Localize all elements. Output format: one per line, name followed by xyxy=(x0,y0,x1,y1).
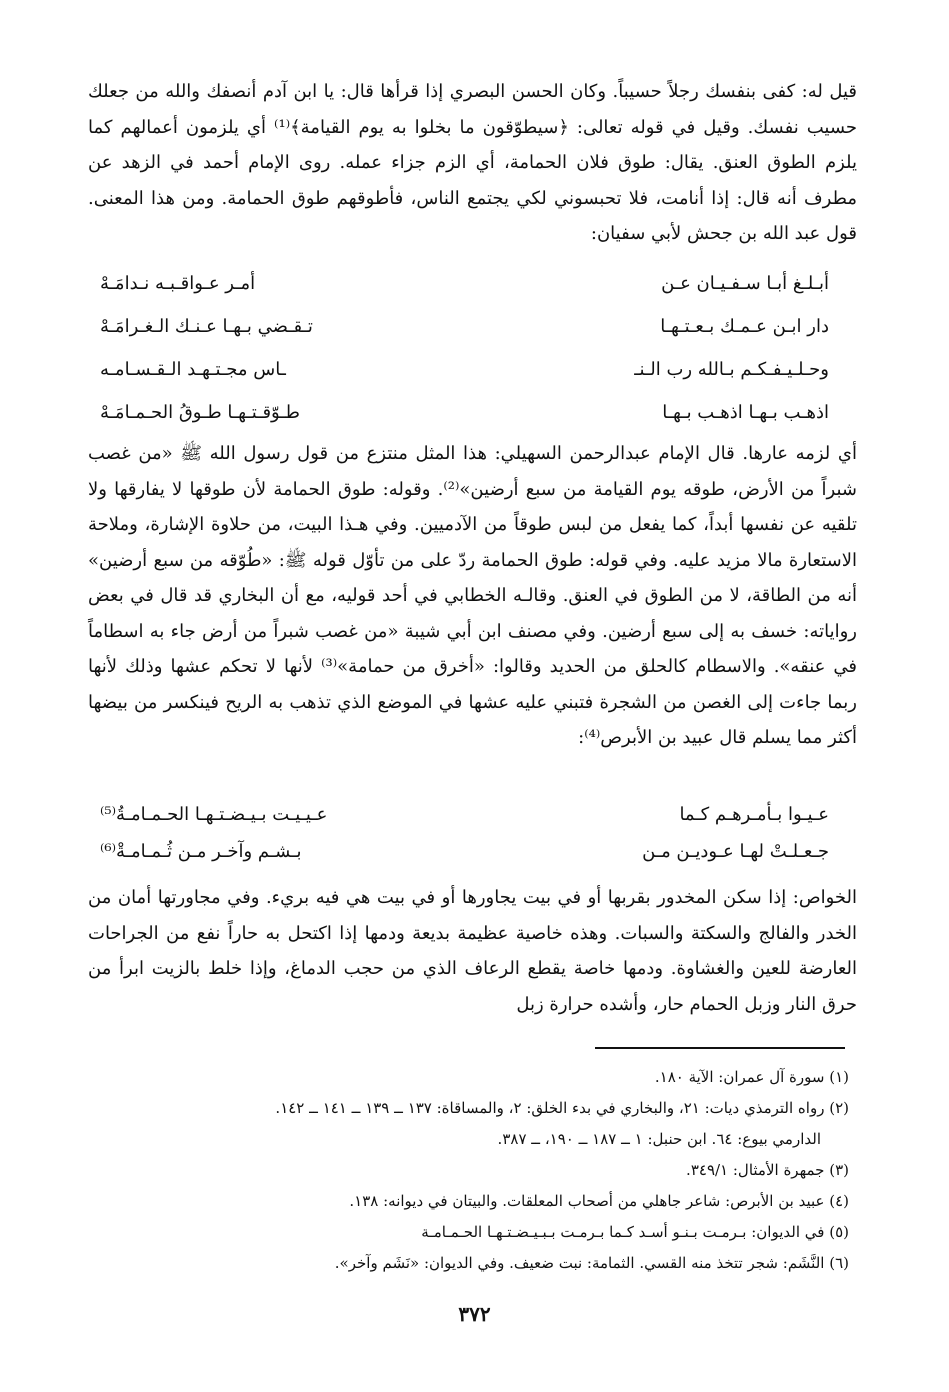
footnote: (٥) في الديوان: بـرمـت بـنـو أسـد كـما بـرمـت بـبـيـضـتـهـا الحـمـامـة xyxy=(421,1223,849,1241)
verse-line xyxy=(100,833,829,870)
poem-verse-2 xyxy=(100,796,829,870)
paragraph-text: أي لزمه عارها. قال الإمام عبدالرحمن السهيلي: هذا المثل منتزع من قول رسول الله ﷺ «من غصب شبراً من الأرض، طوقه يوم القيامة من سبع أرضين»⁽²⁾. وقوله: طوق الحمامة لأن طوقها لا يفارقها ولا تلقيه عن نفسها أبداً، كما يفعل من لبس طوقاً من الآدميين. وفي هـذا البيت، من حلاوة الإشارة، وملاحة الاستعارة مالا مزيد عليه. وفي قوله: طوق الحمامة ردّ على من تأوّل قوله ﷺ: «طُوّقه من سبع أرضين» أنه من الطاقة، لا من الطوق في العنق. وقالـه الخطابي في أحد قوليه، مع أن البخاري قد قال في بعض رواياته: خسف به إلى سبع أرضين. وفي مصنف ابن أبي شيبة «من غصب شبراً من أرض جاء به اسطاماً في عنقه». والاسطام كالحلق من الحديد وقالوا: «أخرق من حمامة»⁽³⁾ لأنها لا تحكم عشها وذلك لأنها ربما جاءت إلى الغصن من الشجرة فتبني عليه عشها في الموضع الذي تذهب به الريح فينكسر من بيضها أكثر مما يسلم قال عبيد بن الأبرص⁽⁴⁾: xyxy=(88,443,858,748)
footnote: (٢) رواه الترمذي ديات: ٢١، والبخاري في بدء الخلق: ٢، والمساقاة: ١٣٧ ــ ١٣٩ ــ ١٤١ ــ ١٤٢. xyxy=(275,1099,849,1117)
verse-hemistich-second: تـقـضي بـهـا عـنـك الـغـرامَـهْ xyxy=(100,316,313,337)
verse-hemistich-second: بـشـم وآخـر مـن ثُـمـامـةْ⁽⁶⁾ xyxy=(100,841,302,862)
verse-line xyxy=(100,348,829,391)
body-paragraph-2 xyxy=(88,436,857,756)
verse-hemistich-first: أبـلـغ أبـا سـفـيـان عـن xyxy=(661,273,829,294)
verse-line xyxy=(100,796,829,833)
footnote: (٣) جمهرة الأمثال: ٣٤٩/١. xyxy=(686,1161,849,1179)
verse-hemistich-second: عـيـيـت بـيـضـتـهـا الحـمـامـةُ⁽⁵⁾ xyxy=(100,804,328,825)
footnote-divider xyxy=(595,1047,845,1049)
verse-hemistich-second: طـوّقـتـهـا طـوقُ الحـمـامَـهْ xyxy=(100,402,300,423)
paragraph-text: قيل له: كفى بنفسك رجلاً حسيباً. وكان الحسن البصري إذا قرأها قال: يا ابن آدم أنصفك والله من جعلك حسيب نفسك. وقيل في قوله تعالى: ﴿سيطوّقون ما بخلوا به يوم القيامة﴾⁽¹⁾ أي يلزمون أعمالهم كما يلزم الطوق العنق. يقال: طوق فلان الحمامة، أي الزم جزاء عمله. روى الإمام أحمد في الزهد عن مطرف أنه قال: إذا أنامت، فلا تحبسوني لكي يجتمع الناس، فأطوقهم طوق الحمامة. ومن هذا المعنى. قول عبد الله بن جحش لأبي سفيان: xyxy=(88,81,858,244)
footnote: (٦) النَّشَم: شجر تتخذ منه القسي. الثمامة: نبت ضعيف. وفي الديوان: «نَشَم وآخر». xyxy=(334,1254,849,1272)
page-number: ٣٧٢ xyxy=(458,1302,491,1326)
verse-hemistich-first: اذهـب بـهـا اذهـب بـهـا xyxy=(662,402,829,423)
paragraph-text: الخواص: إذا سكن المخدور بقربها أو في بيت يجاورها أو في بيت هي فيه بريء. وفي مجاورتها أمان من الخدر والفالج والسكتة والسبات. وهذه خاصية عظيمة بديعة ودمها إذا اكتحل به حاراً نفع من الجراحات العارضة للعين والغشاوة. ودمها خاصة يقطع الرعاف الذي من حجب الدماغ، وإذا خلط بالزيت ابرأ من حرق النار وزبل الحمام حار، وأشده حرارة زبل xyxy=(88,887,857,1015)
verse-hemistich-first: عـيـوا بـأمـرهـم كـما xyxy=(679,804,829,825)
footnote-continuation: الدارمي بيوع: ٦٤. ابن حنبل: ١ ــ ١٨٧ ــ ١٩٠، ــ ٣٨٧. xyxy=(497,1130,821,1148)
body-paragraph-1 xyxy=(88,74,857,252)
verse-hemistich-first: جـعـلـتْ لهـا عـوديـن مـن xyxy=(642,841,829,862)
footnotes xyxy=(100,1062,849,1279)
verse-hemistich-second: ـاس مجـتـهـد الـقـسـامـه xyxy=(100,359,286,380)
footnote: (١) سورة آل عمران: الآية ١٨٠. xyxy=(654,1068,849,1086)
verse-hemistich-first: وحـلـيـفـكـم بـالله رب الـنـ xyxy=(634,359,829,380)
verse-hemistich-first: دار ابـن عـمـك بـعـتـهـا xyxy=(660,316,829,337)
footnote: (٤) عبيد بن الأبرص: شاعر جاهلي من أصحاب المعلقات. والبيتان في ديوانه: ١٣٨. xyxy=(349,1192,849,1210)
poem-verse-1 xyxy=(100,262,829,434)
verse-line xyxy=(100,391,829,434)
verse-line xyxy=(100,262,829,305)
verse-hemistich-second: أمـر عـواقـبـه نـدامَـهْ xyxy=(100,273,256,294)
verse-line xyxy=(100,305,829,348)
body-paragraph-3 xyxy=(88,880,857,1022)
